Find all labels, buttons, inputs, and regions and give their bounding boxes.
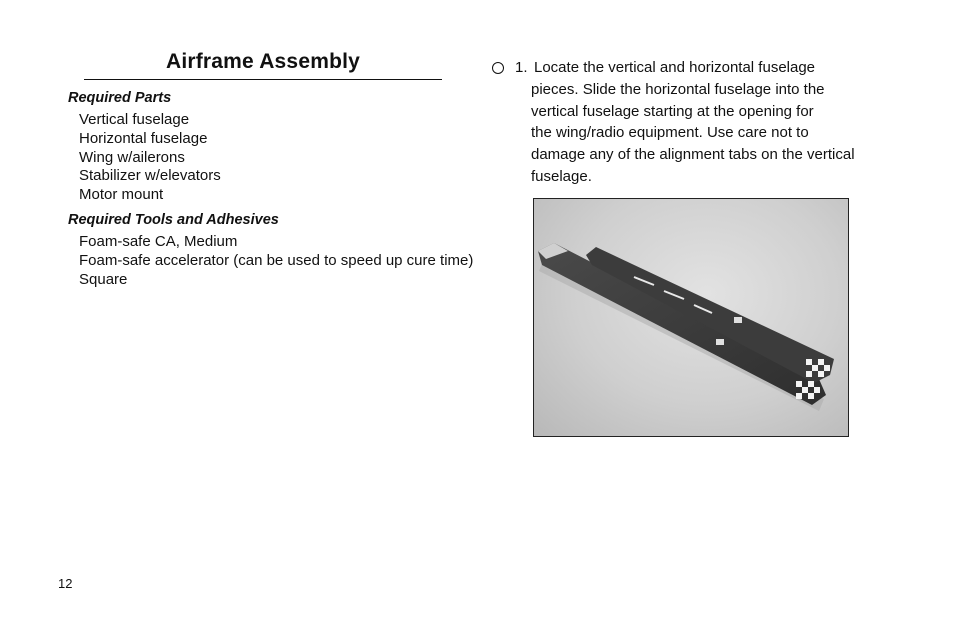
step-line: pieces. Slide the horizontal fuselage into the [531,80,825,98]
list-item: Horizontal fuselage [79,129,208,147]
fuselage-pieces-image [534,199,849,437]
list-item: Foam-safe CA, Medium [79,233,238,250]
list-item: Stabilizer w/elevators [79,167,221,185]
list-item: Vertical fuselage [79,111,190,128]
step-line: fuselage. [531,167,592,185]
step-1 [492,57,872,188]
list-item: Foam-safe accelerator (can be used to speed up cure time) [79,251,474,269]
fuselage-photo [533,198,849,437]
step-text [531,57,872,188]
required-tools-list [79,233,473,289]
list-item: Square [79,270,128,288]
step-line: Locate the vertical and horizontal fuselage [534,59,816,76]
step-line: damage any of the alignment tabs on the vertical [531,146,855,164]
heading-rule [84,79,442,80]
step-line: vertical fuselage starting at the opening for [531,102,814,120]
step-checkbox-icon[interactable] [492,62,504,74]
list-item: Motor mount [79,186,164,204]
required-tools-heading: Required Tools and Adhesives [68,212,279,228]
list-item: Wing w/ailerons [79,148,185,166]
step-number: 1. [515,59,528,76]
required-parts-list [79,111,221,205]
page-title: Airframe Assembly [165,50,361,73]
page-number: 12 [58,576,73,591]
step-line: the wing/radio equipment. Use care not to [531,124,809,142]
required-parts-heading: Required Parts [68,90,172,106]
